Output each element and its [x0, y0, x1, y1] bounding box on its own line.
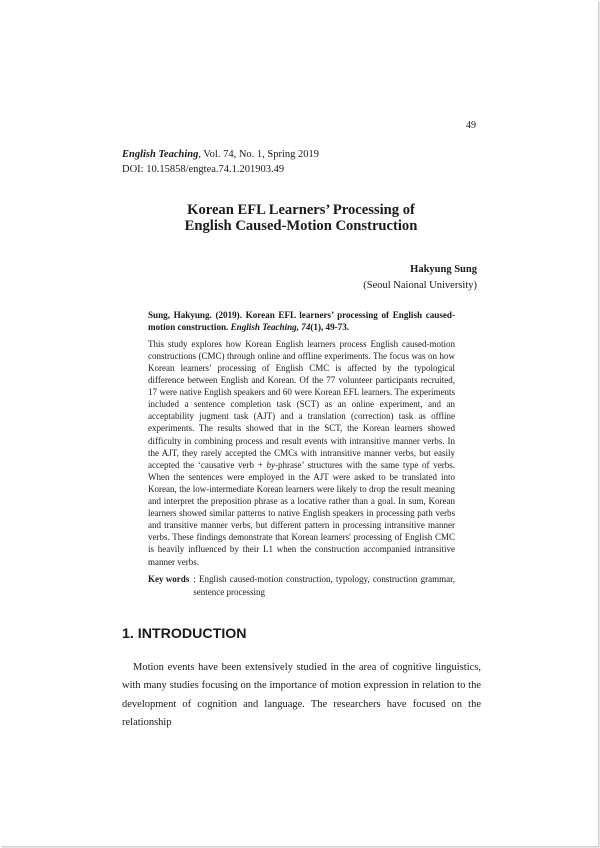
- journal-citation-line: [122, 147, 319, 162]
- abstract-body: [148, 338, 455, 568]
- abstract-italic-by: by: [266, 459, 276, 470]
- abstract-text-1: This study explores how Korean English learners process English caused-motion constructions (CMC) through online and offline experiments. The focus was on how Korean learners’ processing of English CMC is affected by the typological difference between English and Korean. Of the 77 volunteer participants recruited, 17 were native English speakers and 60 were Korean EFL learners. The experiments included a sentence completion task (SCT) as an online experiment, and an acceptability jugment task (AJT) and a translation (correction) task as offline experiments. The results showed that in the SCT, the Korean learners showed difficulty in combining process and result events with intransitive manner verbs. In the AJT, they rarely accepted the CMCs with intransitive manner verbs, but easily accepted the ‘causative verb +: [148, 338, 455, 470]
- paper-citation: [148, 309, 455, 334]
- journal-name: English Teaching: [122, 149, 199, 160]
- title-line-2: English Caused-Motion Construction: [184, 218, 418, 234]
- title-line-1: Korean EFL Learners’ Processing of: [187, 202, 415, 218]
- keywords-label: Key words: [148, 574, 190, 584]
- citation-pages: (1), 49-73.: [310, 322, 350, 333]
- page-number: 49: [466, 120, 476, 131]
- journal-issue: , Vol. 74, No. 1, Spring 2019: [198, 149, 320, 160]
- intro-paragraph: Motion events have been extensively studied in the area of cognitive linguistics, with many studies focusing on the importance of motion expression in relation to the development of cognition and language. The researchers have focused on the relationship: [122, 662, 481, 729]
- paper-title: [1, 202, 600, 234]
- citation-journal: English Teaching, 74: [230, 322, 311, 333]
- keywords: [148, 573, 455, 598]
- journal-info: [122, 147, 319, 177]
- abstract-text-2: -phrase’ structures with the same type of verbs. When the sentences were employed in the AJT were asked to be translated into Korean, the low-intermediate Korean learners were likely to drop the result meaning and interpret the preposition phrase as a locative rather than a goal. In sum, Korean learners showed similar patterns to native English speakers in processing path verbs and transitive manner verbs, but different pattern in processing intransitive manner verbs. These findings demonstrate that Korean learners' processing of English CMC is heavily influenced by their L1 when the construction accompanied intransitive manner verbs.: [148, 459, 456, 567]
- author-affiliation: (Seoul Naional University): [363, 279, 477, 291]
- author-name: Hakyung Sung: [410, 264, 477, 275]
- doi: DOI: 10.15858/engtea.74.1.201903.49: [122, 164, 285, 175]
- keywords-text: : English caused-motion construction, typology, construction grammar, sentence processing: [193, 574, 455, 597]
- document-page: [1, 1, 599, 847]
- citation-text: Sung, Hakyung. (2019). Korean EFL learners’ processing of English caused-motion construction.: [148, 310, 455, 333]
- abstract: [148, 309, 455, 568]
- author-block: [363, 262, 477, 293]
- section-heading: 1. INTRODUCTION: [122, 626, 247, 642]
